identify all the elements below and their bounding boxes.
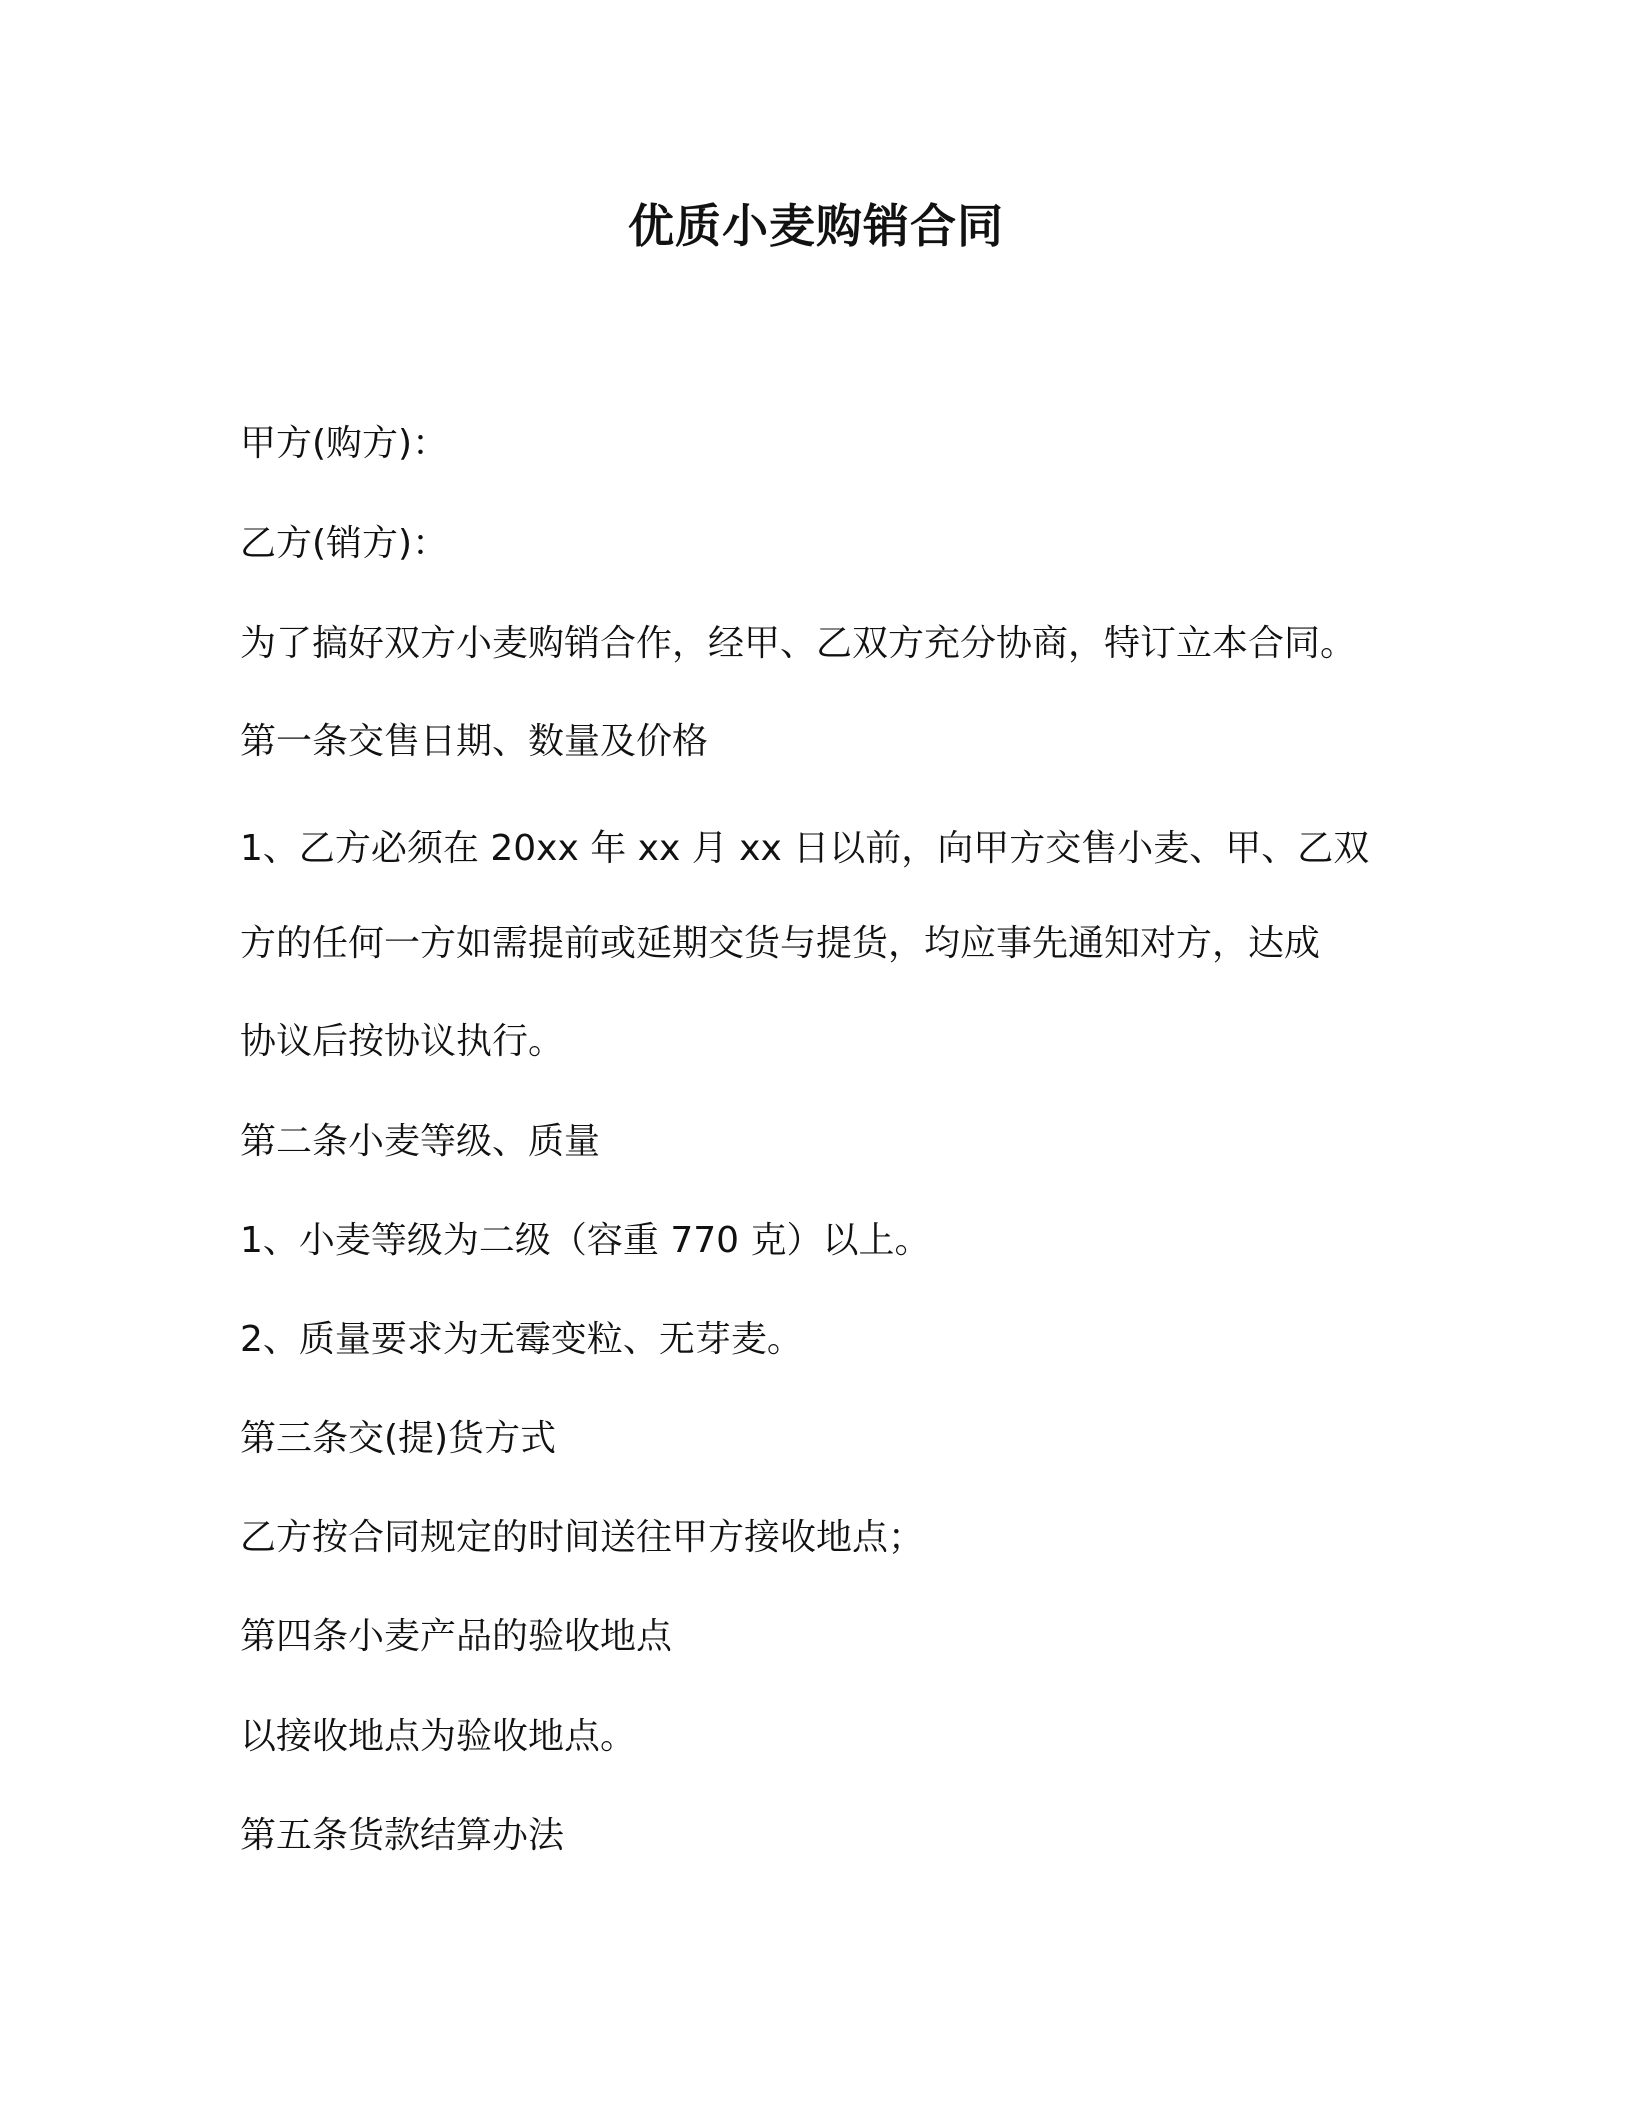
article-5-heading: 第五条货款结算办法	[240, 1815, 565, 1856]
article-2-heading: 第二条小麦等级、质量	[240, 1121, 601, 1162]
article-1-heading: 第一条交售日期、数量及价格	[240, 721, 709, 762]
article-3-heading: 第三条交(提)货方式	[240, 1418, 557, 1459]
article-1-clause-1-line-3: 协议后按协议执行。	[240, 1021, 565, 1062]
article-1-clause-1-line-1: 1、乙方必须在 20xx 年 xx 月 xx 日以前，向甲方交售小麦、甲、乙双	[240, 828, 1370, 869]
party-b-line: 乙方(销方)：	[240, 523, 449, 564]
document-title: 优质小麦购销合同	[628, 199, 1004, 253]
article-3-body: 乙方按合同规定的时间送往甲方接收地点；	[240, 1517, 925, 1558]
article-2-clause-1: 1、小麦等级为二级（容重 770 克）以上。	[240, 1220, 931, 1261]
article-1-clause-1-line-2: 方的任何一方如需提前或延期交货与提货，均应事先通知对方，达成	[240, 923, 1321, 964]
party-a-line: 甲方(购方)：	[240, 423, 449, 464]
article-4-body: 以接收地点为验收地点。	[240, 1716, 637, 1757]
article-2-clause-2: 2、质量要求为无霉变粒、无芽麦。	[240, 1319, 803, 1360]
preamble-line: 为了搞好双方小麦购销合作，经甲、乙双方充分协商，特订立本合同。	[240, 623, 1357, 664]
article-4-heading: 第四条小麦产品的验收地点	[240, 1616, 673, 1657]
